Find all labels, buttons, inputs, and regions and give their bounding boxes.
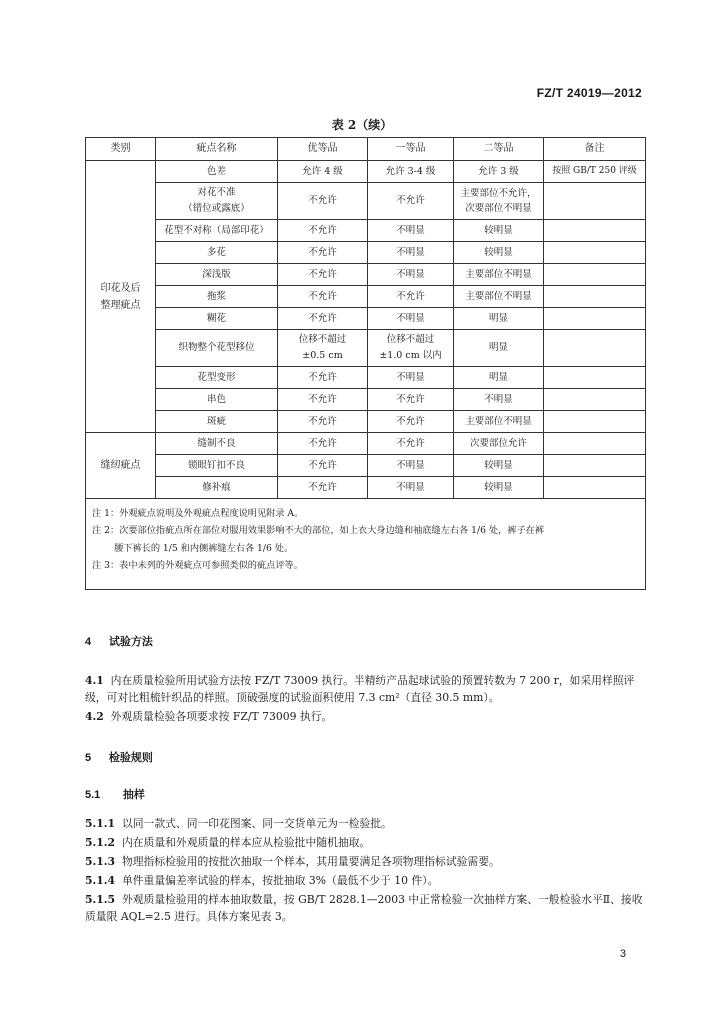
- first-grade-value: 不允许: [368, 433, 454, 455]
- premium-grade-value: 允许 4 级: [278, 161, 368, 183]
- clause-4-1: [85, 672, 645, 706]
- second-grade-value: 明显: [454, 330, 544, 367]
- first-grade-value: 不明显: [368, 264, 454, 286]
- premium-grade-value: 不允许: [278, 389, 368, 411]
- table-row: [86, 389, 646, 411]
- clause-number: 5.1.4: [85, 874, 116, 887]
- second-grade-value: 较明显: [454, 220, 544, 242]
- remarks-value: [544, 389, 646, 411]
- defect-name: 串色: [156, 389, 278, 411]
- remarks-value: [544, 367, 646, 389]
- first-grade-value: 位移不超过 ±1.0 cm 以内: [368, 330, 454, 367]
- defect-name: 织物整个花型移位: [156, 330, 278, 367]
- table-row: [86, 220, 646, 242]
- note-3: 注 3：表中未列的外观疵点可参照类似的疵点评等。: [92, 560, 303, 572]
- header-premium-grade: 优等品: [278, 138, 368, 161]
- clause-5-1-1: [85, 815, 645, 832]
- second-grade-value: 较明显: [454, 455, 544, 477]
- first-grade-value: 不明显: [368, 367, 454, 389]
- clause-text: 内在质量和外观质量的样本应从检验批中随机抽取。: [121, 836, 371, 849]
- clause-text: 物理指标检验用的按批次抽取一个样本，其用量要满足各项物理指标试验需要。: [121, 855, 500, 868]
- defect-name: 花型变形: [156, 367, 278, 389]
- defect-name: 斑疵: [156, 411, 278, 433]
- remarks-value: [544, 411, 646, 433]
- table-row: [86, 367, 646, 389]
- second-grade-value: 明显: [454, 367, 544, 389]
- section-5-heading: [85, 749, 645, 767]
- second-grade-value: 允许 3 级: [454, 161, 544, 183]
- defect-name: 拖浆: [156, 286, 278, 308]
- clause-5-1-4: [85, 872, 645, 889]
- table-row: [86, 183, 646, 220]
- clause-text: 外观质量检验用的样本抽取数量，按 GB/T 2828.1—2003 中正常检验一次抽样方案、一般检验水平Ⅱ、接收质量限 AQL=2.5 进行。具体方案见表 3。: [85, 893, 643, 923]
- second-grade-value: 主要部位不明显: [454, 286, 544, 308]
- clause-text: 内在质量检验所用试验方法按 FZ/T 73009 执行。半精纺产品起球试验的预置转数为 7 200 r，如采用样照评级，可对比粗梳针织品的样照。顶破强度的试验面积使用 7.3 cm²（直径 30.5 mm）。: [85, 674, 635, 704]
- remarks-value: [544, 242, 646, 264]
- defect-name: 花型不对称（局部印花）: [156, 220, 278, 242]
- premium-grade-value: 不允许: [278, 411, 368, 433]
- first-grade-value: 不明显: [368, 242, 454, 264]
- defect-name: 修补痕: [156, 477, 278, 499]
- clause-text: 单件重量偏差率试验的样本，按批抽取 3%（最低不少于 10 件）。: [121, 874, 439, 887]
- table-row: [86, 308, 646, 330]
- clause-number: 5.1.1: [85, 817, 116, 830]
- header-remarks: 备注: [544, 138, 646, 161]
- premium-grade-value: 不允许: [278, 220, 368, 242]
- remarks-value: [544, 455, 646, 477]
- table-row: [86, 161, 646, 183]
- table-row: [86, 433, 646, 455]
- table-row: [86, 286, 646, 308]
- premium-grade-value: 不允许: [278, 455, 368, 477]
- remarks-value: [544, 286, 646, 308]
- remarks-value: [544, 183, 646, 220]
- defect-name: 缝制不良: [156, 433, 278, 455]
- premium-grade-value: 不允许: [278, 433, 368, 455]
- premium-grade-value: 不允许: [278, 286, 368, 308]
- first-grade-value: 不允许: [368, 389, 454, 411]
- note-1: 注 1：外观疵点说明及外观疵点程度说明见附录 A。: [92, 508, 304, 519]
- clause-4-2: [85, 708, 645, 725]
- remarks-value: [544, 433, 646, 455]
- defect-name: 多花: [156, 242, 278, 264]
- table-row: [86, 477, 646, 499]
- table-row: [86, 330, 646, 367]
- table-notes-row: [86, 499, 646, 590]
- table-header-row: [86, 138, 646, 161]
- defect-name: 糊花: [156, 308, 278, 330]
- premium-grade-value: 不允许: [278, 477, 368, 499]
- subsection-5-1-heading: [85, 786, 645, 804]
- premium-grade-value: 不允许: [278, 242, 368, 264]
- remarks-value: [544, 220, 646, 242]
- table-row: [86, 455, 646, 477]
- header-first-grade: 一等品: [368, 138, 454, 161]
- first-grade-value: 不允许: [368, 411, 454, 433]
- remarks-value: [544, 308, 646, 330]
- section-4-heading: [85, 633, 645, 651]
- premium-grade-value: 不允许: [278, 264, 368, 286]
- table-title: 表 2（续）: [331, 118, 393, 132]
- second-grade-value: 较明显: [454, 242, 544, 264]
- premium-grade-value: 不允许: [278, 367, 368, 389]
- section-number: 5.1: [85, 789, 101, 801]
- clause-text: 外观质量检验各项要求按 FZ/T 73009 执行。: [110, 710, 333, 723]
- clause-5-1-2: [85, 834, 645, 851]
- defect-name: 色差: [156, 161, 278, 183]
- first-grade-value: 允许 3-4 级: [368, 161, 454, 183]
- clause-number: 4.2: [85, 710, 104, 723]
- premium-grade-value: 不允许: [278, 183, 368, 220]
- first-grade-value: 不明显: [368, 220, 454, 242]
- first-grade-value: 不允许: [368, 286, 454, 308]
- clause-number: 5.1.3: [85, 855, 116, 868]
- clause-5-1-3: [85, 853, 645, 870]
- standard-code: FZ/T 24019—2012: [536, 86, 642, 100]
- remarks-value: [544, 264, 646, 286]
- second-grade-value: 明显: [454, 308, 544, 330]
- table-notes: [86, 499, 646, 590]
- section-number: 5: [85, 752, 92, 764]
- section-title: 抽样: [122, 788, 145, 801]
- section-number: 4: [85, 636, 92, 648]
- header-defect-name: 疵点名称: [156, 138, 278, 161]
- note-2: 注 2：次要部位指疵点所在部位对服用效果影响不大的部位，如上衣大身边缝和袖底缝左右各 1/6 处，裤子在裤: [92, 525, 545, 537]
- clause-5-1-5: [85, 891, 645, 925]
- remarks-value: [544, 330, 646, 367]
- clause-number: 5.1.2: [85, 836, 116, 849]
- clause-number: 4.1: [85, 674, 104, 687]
- first-grade-value: 不明显: [368, 308, 454, 330]
- defect-name: 对花不准 （错位或露底）: [156, 183, 278, 220]
- second-grade-value: 主要部位不明显: [454, 264, 544, 286]
- second-grade-value: 主要部位不明显: [454, 411, 544, 433]
- header-second-grade: 二等品: [454, 138, 544, 161]
- clause-number: 5.1.5: [85, 893, 116, 906]
- note-2-continued: 腰下裤长的 1/5 和内侧裤缝左右各 1/6 处。: [114, 542, 294, 554]
- defect-name: 锁眼钉扣不良: [156, 455, 278, 477]
- category-sewing: 缝纫疵点: [86, 433, 156, 499]
- first-grade-value: 不明显: [368, 455, 454, 477]
- first-grade-value: 不允许: [368, 183, 454, 220]
- table-row: [86, 242, 646, 264]
- header-category: 类别: [86, 138, 156, 161]
- section-title: 试验方法: [108, 635, 153, 648]
- category-printing-finishing: 印花及后 整理疵点: [86, 161, 156, 433]
- page-number: 3: [619, 948, 626, 960]
- premium-grade-value: 位移不超过 ±0.5 cm: [278, 330, 368, 367]
- second-grade-value: 较明显: [454, 477, 544, 499]
- defect-table: [85, 137, 646, 590]
- first-grade-value: 不明显: [368, 477, 454, 499]
- second-grade-value: 不明显: [454, 389, 544, 411]
- remarks-value: 按照 GB/T 250 评级: [544, 161, 646, 183]
- clause-text: 以同一款式、同一印花图案、同一交货单元为一检验批。: [121, 817, 392, 830]
- second-grade-value: 次要部位允许: [454, 433, 544, 455]
- premium-grade-value: 不允许: [278, 308, 368, 330]
- table-row: [86, 411, 646, 433]
- table-row: [86, 264, 646, 286]
- defect-name: 深浅版: [156, 264, 278, 286]
- remarks-value: [544, 477, 646, 499]
- second-grade-value: 主要部位不允许， 次要部位不明显: [454, 183, 544, 220]
- section-title: 检验规则: [108, 751, 153, 764]
